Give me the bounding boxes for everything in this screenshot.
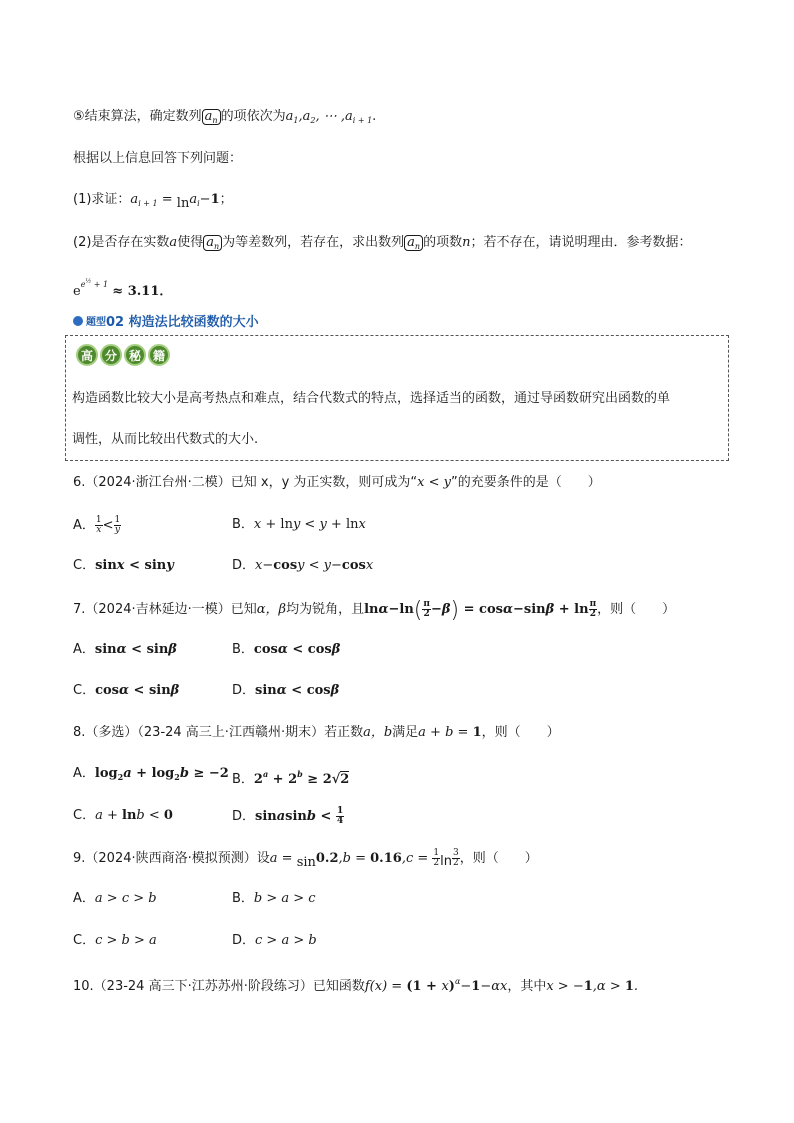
badge-icon: 籍 [148,344,170,366]
q9-stem: 9.（2024·陕西商洛·模拟预测）设a = sin0.2,b = 0.16,c = $\frac{1}{2}$ ln $\frac{3}{2}$ ，则（ ） [73,848,538,870]
q8-option-c: C．a + lnb < 0 [73,808,173,823]
part2-line: (2)是否存在实数a使得 $a_n$ 为等差数列，若存在，求出数列 $a_n$ 的项数n；若不存在，请说明理由．参考数据： [73,235,692,251]
q7-option-c: C．cosα < sinβ [73,683,180,698]
section-dot-icon [73,316,83,326]
math-part1: $a_{i + 1} = \ln a_i-1$ [130,192,220,211]
q8-stem: 8.（多选）（23-24 高三上·江西赣州·期末）若正数a，b满足a + b = 1，则（ ） [73,725,560,740]
q8-option-a: A．$\log_2a + \log_2b \ge -2$ [73,766,229,782]
tip-line-1: 构造函数比较大小是高考热点和难点，结合代数式的特点，选择适当的函数，通过导函数研究出函数的单 [72,391,671,406]
math-exp-ref: $e^{e^{\frac{1}{2}} + 1}$ [73,278,109,299]
tip-line-2: 调性，从而比较出代数式的大小. [72,432,259,447]
section-title: 题型 02 构造法比较函数的大小 [73,311,259,330]
math-sequence-terms: $a_1,a_2$, ⋯ $,a_{i + 1}$ [285,109,373,125]
q7-option-d: D．sinα < cosβ [232,683,340,698]
badge-icon: 高 [76,344,98,366]
q6-option-d: D．x−cosy < y−cosx [232,558,374,573]
part1-line: (1)求证：$a_{i + 1} = \ln a_i-1$； [73,192,233,211]
q8-option-d: D．sinasinb < $\frac{1}{4}$ [232,806,344,826]
badge-icon: 秘 [124,344,146,366]
q6-stem: 6.（2024·浙江台州·二模）已知 x，y 为正实数，则可成为“x < y”的充要条件的是（ ） [73,475,601,490]
tip-badges [76,344,170,366]
q8-option-b: B．$2^a + 2^b \ge 2√2$ [232,769,350,787]
q6-option-b: B．x + lny < y + lnx [232,517,366,532]
intro-line: 根据以上信息回答下列问题： [73,151,243,166]
q9-option-b: B．b > a > c [232,891,316,906]
tip-box [65,335,729,461]
q7-option-a: A．sinα < sinβ [73,642,177,657]
q7-option-b: B．cosα < cosβ [232,642,341,657]
q9-option-a: A．a > c > b [73,891,157,906]
q6-option-a: A． $\frac{1}{x}$ < $\frac{1}{y}$ [73,515,121,535]
q6-option-c: C．sinx < siny [73,558,174,573]
badge-icon: 分 [100,344,122,366]
q9-option-c: C．c > b > a [73,933,157,948]
q9-option-d: D．c > a > b [232,933,317,948]
step5-line: ⑤结束算法，确定数列 $a_n$ 的项依次为$a_1,a_2$, ⋯ $,a_{i + 1}$. [73,109,377,125]
q10-stem: 10.（23-24 高三下·江苏苏州·阶段练习）已知函数$f(x) = (1 + x)^\alpha-1-\alpha x$，其中x > −1,α > 1. [73,977,639,994]
math-seq-an: $a_n$ [202,109,221,125]
q7-stem: 7.（2024·吉林延边·一模）已知α，β均为锐角，且lnα−ln( $\frac{\pi}{2}$ −β) = cosα−sinβ + ln $\frac{\pi}{2}$ ，则（ ） [73,598,676,623]
part2-reference-data: $e^{e^{\frac{1}{2}} + 1} \approx 3.11$． [73,278,173,299]
